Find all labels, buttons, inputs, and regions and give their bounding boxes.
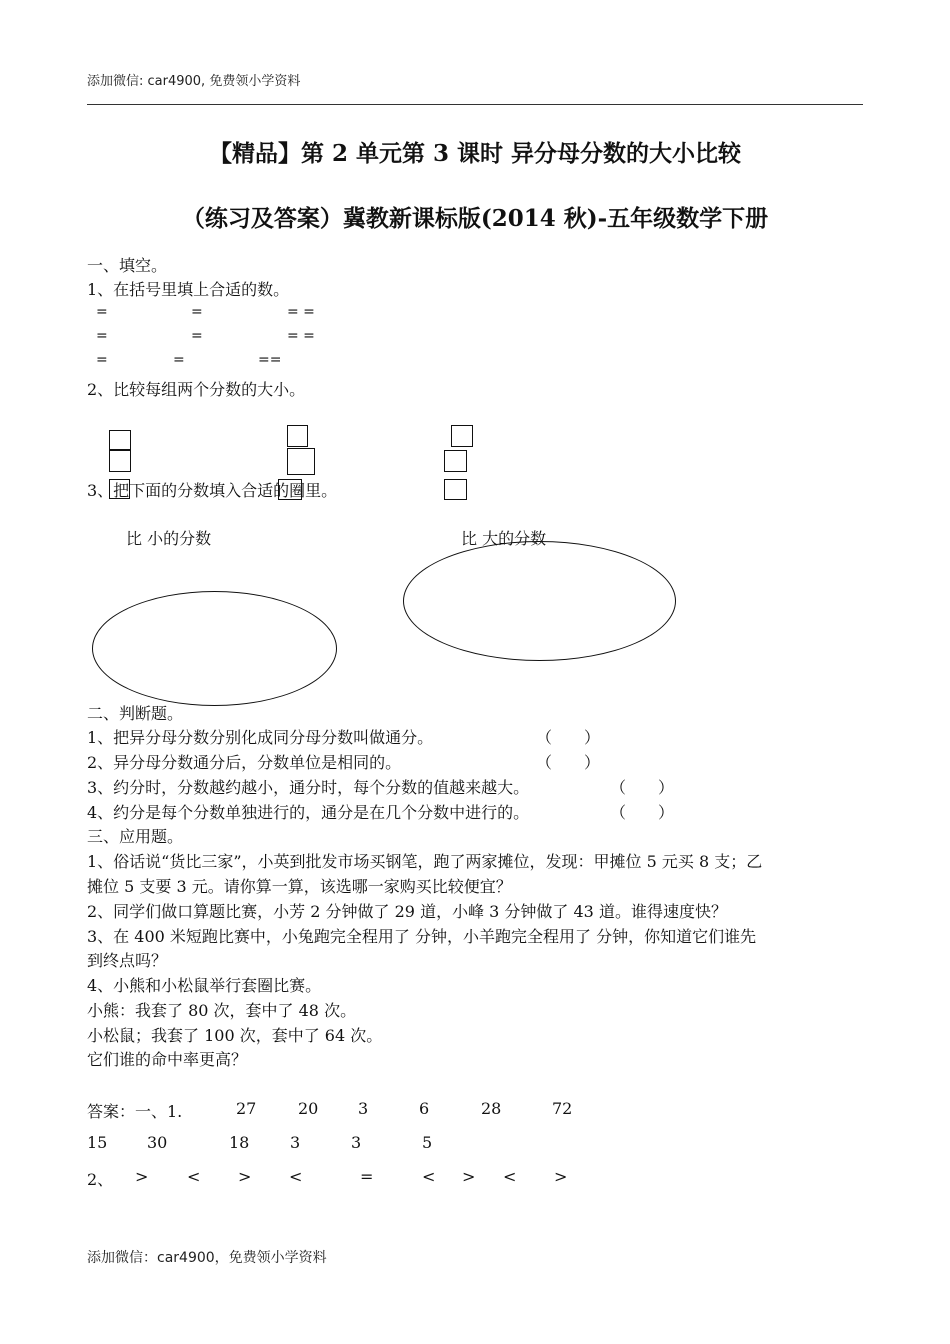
judge-item-1: 1、把异分母分数分别化成同分母分数叫做通分。 [87,728,434,747]
judge-paren-2[interactable]: （ ） [536,753,601,772]
answer-value: 28 [481,1099,502,1118]
section1-q1: 1、在括号里填上合适的数。 [87,280,290,299]
eq-r3-c3: == [258,352,282,368]
answer-value: 72 [552,1099,573,1118]
answer-sign: > [554,1167,568,1186]
section1-q3: 3、把下面的分数填入合适的圈里。 [87,481,338,500]
page-footer: 添加微信：car4900，免费领小学资料 [87,1250,327,1266]
app-q4-squirrel: 小松鼠；我套了 100 次，套中了 64 次。 [87,1026,383,1045]
app-q4: 4、小熊和小松鼠举行套圈比赛。 [87,976,322,995]
oval-left-label: 比 小的分数 [126,529,212,548]
compare-box[interactable] [444,479,467,500]
answer-sign: < [289,1167,303,1186]
eq-r3-c2: = [173,352,185,368]
judge-paren-1[interactable]: （ ） [536,728,601,747]
compare-box[interactable] [109,430,131,450]
page-title-line1: 【精品】第 2 单元第 3 课时 异分母分数的大小比较 [208,140,742,167]
eq-r3-c1: = [96,352,108,368]
eq-r2-c2: = [191,328,203,344]
compare-box[interactable] [287,425,308,447]
compare-box[interactable] [444,450,467,472]
compare-box[interactable] [109,450,131,472]
judge-item-4: 4、约分是每个分数单独进行的，通分是在几个分数中进行的。 [87,803,530,822]
answer-value: 30 [147,1133,168,1152]
answer-value: 3 [358,1099,369,1118]
answers-label: 答案：一、1. [87,1102,183,1121]
app-q4-bear: 小熊：我套了 80 次，套中了 48 次。 [87,1001,357,1020]
section3-heading: 三、应用题。 [87,827,184,846]
page-title-line2: （练习及答案）冀教新课标版(2014 秋)-五年级数学下册 [181,205,769,232]
compare-box[interactable] [451,425,473,447]
answer-value: 27 [236,1099,257,1118]
oval-right-label: 比 大的分数 [461,529,547,548]
eq-r1-c2: = [191,304,203,320]
eq-r1-c3: = = [287,304,315,320]
answer-sign: > [135,1167,149,1186]
answer-sign: < [503,1167,517,1186]
compare-box[interactable] [287,448,315,475]
answer-sign: = [360,1167,374,1186]
answer-sign: < [422,1167,436,1186]
answer-value: 20 [298,1099,319,1118]
judge-paren-3[interactable]: （ ） [610,778,675,797]
eq-r2-c3: = = [287,328,315,344]
judge-paren-4[interactable]: （ ） [610,803,675,822]
answer-value: 6 [419,1099,430,1118]
app-q2: 2、同学们做口算题比赛，小芳 2 分钟做了 29 道，小峰 3 分钟做了 43 道。谁得速度快？ [87,902,727,921]
judge-item-2: 2、异分母分数通分后，分数单位是相同的。 [87,753,402,772]
answers-row3-label: 2、 [87,1170,114,1189]
judge-item-3: 3、约分时，分数越约越小，通分时，每个分数的值越来越大。 [87,778,530,797]
header-divider [87,104,863,105]
section2-heading: 二、判断题。 [87,704,184,723]
app-q3-line2: 到终点吗？ [87,951,168,970]
answer-value: 15 [87,1133,108,1152]
section1-q2: 2、比较每组两个分数的大小。 [87,380,306,399]
app-q1-line2: 摊位 5 支要 3 元。请你算一算，该选哪一家购买比较便宜？ [87,877,512,896]
answer-sign: > [462,1167,476,1186]
answer-value: 5 [422,1133,433,1152]
app-q3-line1: 3、在 400 米短跑比赛中，小兔跑完全程用了 分钟，小羊跑完全程用了 分钟，你知道它们谁先 [87,927,757,946]
app-q1-line1: 1、俗话说“货比三家”，小英到批发市场买钢笔，跑了两家摊位，发现：甲摊位 5 元买 8 支；乙 [87,852,763,871]
answer-value: 3 [290,1133,301,1152]
eq-r1-c1: = [96,304,108,320]
answer-value: 3 [351,1133,362,1152]
answer-sign: < [187,1167,201,1186]
section1-heading: 一、填空。 [87,256,168,275]
answer-sign: > [238,1167,252,1186]
app-q4-ask: 它们谁的命中率更高？ [87,1050,248,1069]
eq-r2-c1: = [96,328,108,344]
answer-value: 18 [229,1133,250,1152]
oval-larger-fractions[interactable] [403,541,676,661]
oval-smaller-fractions[interactable] [92,591,337,706]
page-header: 添加微信: car4900, 免费领小学资料 [87,74,301,89]
